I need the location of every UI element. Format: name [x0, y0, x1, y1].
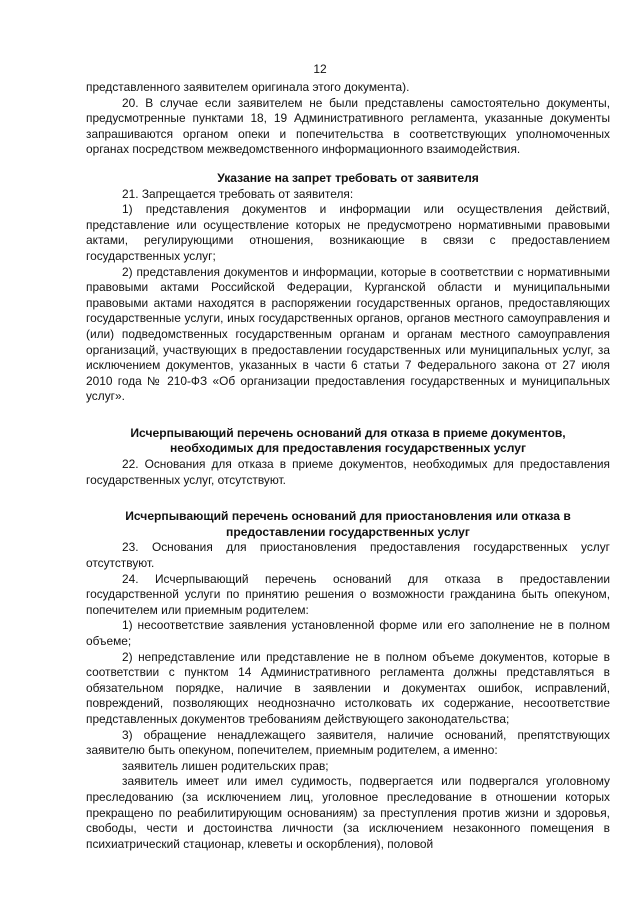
heading-line: предоставлении государственных услуг [226, 524, 470, 539]
paragraph: 20. В случае если заявителем не были представлены самостоятельно документы, предусмотренные пунктами 18, 19 Административного регламента, указанные документы запрашиваются органом опеки и попечительства в соответствующих уполномоченных органах посредством межведомственного информационного взаимодействия. [86, 95, 610, 157]
paragraph: 23. Основания для приостановления предоставления государственных услуг отсутствуют. [86, 540, 610, 571]
paragraph: 22. Основания для отказа в приеме документов, необходимых для предоставления государственных услуг, отсутствуют. [86, 457, 610, 487]
section-heading [86, 426, 610, 457]
paragraph: 2) представления документов и информации, которые в соответствии с нормативными правовыми актами Российской Федерации, Курганской области и муниципальными правовыми актами находятся в распоряжении государственных органов, предоставляющих государственные услуги, иных государственных органов, органов местного самоуправления и (или) подведомственных государственным органам и органам местного самоуправления организаций, участвующих в предоставлении государственных или муниципальных услуг, за исключением документов, указанных в части 6 статьи 7 Федерального закона от 27 июля 2010 года № 210-ФЗ «Об организации предоставления государственных и муниципальных услуг». [86, 264, 610, 404]
section-heading: Указание на запрет требовать от заявителя [217, 170, 479, 185]
document-body [86, 80, 610, 852]
section-heading [86, 509, 610, 540]
paragraph: 2) непредставление или представление не в полном объеме документов, которые в соответствии с пунктом 14 Административного регламента должны представляться в обязательном порядке, наличие в заявлении и документах ошибок, исправлений, повреждений, позволяющих неоднозначно истолковать их содержание, несоответствие представленных документов требованиям действующего законодательства; [86, 649, 610, 726]
paragraph: 24. Исчерпывающий перечень оснований для отказа в предоставлении государственной услуги по принятию решения о возможности гражданина быть опекуном, попечителем или приемным родителем: [86, 571, 610, 617]
heading-line: необходимых для предоставления государственных услуг [169, 441, 527, 456]
paragraph: представленного заявителем оригинала этого документа). [86, 80, 410, 94]
page-number: 12 [313, 62, 327, 76]
paragraph: заявитель лишен родительских прав; [122, 758, 329, 773]
heading-line: Исчерпывающий перечень оснований для приостановления или отказа в [125, 509, 571, 524]
paragraph: заявитель имеет или имел судимость, подвергается или подвергался уголовному преследованию (за исключением лиц, уголовное преследование в отношении которых прекращено по реабилитирующим основаниям) за преступления против жизни и здоровья, свободы, чести и достоинства личности (за исключением незаконного помещения в психиатрический стационар, клеветы и оскорбления), половой [86, 774, 610, 851]
paragraph: 1) несоответствие заявления установленной форме или его заполнение не в полном объеме; [86, 618, 610, 648]
paragraph: 1) представления документов и информации или осуществления действий, представление или осуществление которых не предусмотрено нормативными правовыми актами, регулирующими отношения, возникающие в связи с предоставлением государственных услуг; [86, 202, 610, 263]
paragraph: 21. Запрещается требовать от заявителя: [122, 186, 354, 201]
heading-line: Исчерпывающий перечень оснований для отказа в приеме документов, [130, 425, 566, 440]
paragraph: 3) обращение ненадлежащего заявителя, наличие оснований, препятствующих заявителю быть опекуном, попечителем, приемным родителем, а именно: [86, 727, 610, 758]
